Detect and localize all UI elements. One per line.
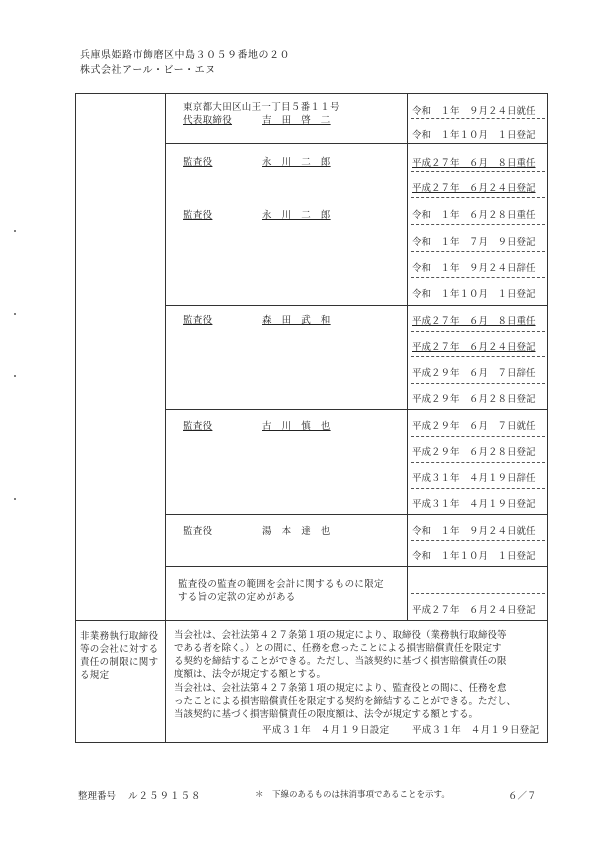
officer-name: 永 川 二 郎 xyxy=(262,210,331,221)
audit-scope-text: する旨の定款の定めがある xyxy=(178,592,296,603)
scan-mark xyxy=(14,313,16,315)
column-divider-left xyxy=(165,93,166,743)
date-dash xyxy=(411,356,545,357)
section-separator xyxy=(165,566,548,567)
officer-name: 永 川 二 郎 xyxy=(262,157,331,168)
date-dash xyxy=(411,383,545,384)
date-dash xyxy=(411,197,545,198)
audit-scope-text: 監査役の監査の範囲を会計に関するものに限定 xyxy=(178,579,384,590)
officer-name: 古 川 慎 也 xyxy=(262,421,331,432)
officer-role: 代表取締役 xyxy=(183,115,233,126)
date-dash xyxy=(411,436,545,437)
date-dash xyxy=(411,251,545,252)
officer-name: 森 田 武 和 xyxy=(262,315,331,326)
officer-role: 監査役 xyxy=(183,526,213,537)
officer-date: 平成３１年 ４月１９日登記 xyxy=(412,499,536,510)
officer-date: 令和 １年 ６月２８日重任 xyxy=(412,210,536,221)
liability-reg-date: 平成３１年 ４月１９日登記 xyxy=(412,725,540,736)
officer-role: 監査役 xyxy=(183,315,213,326)
liability-label: 非業務執行取締役 等の会社に対する 責任の制限に関す る規定 xyxy=(80,631,159,681)
date-dash xyxy=(411,593,545,594)
section-separator xyxy=(165,514,548,515)
liability-paragraph-2: 当会社は、会社法第４２７条第１項の規定により、監査役との間に、任務を怠 ったことによる損害賠償責任を限定する契約を締結することができる。ただし、 当該契約に基づく損害賠償責任の限度額は、法令が規定する額とする。 xyxy=(174,683,517,720)
officer-date: 令和 １年 ９月２４日就任 xyxy=(412,106,536,117)
date-dash xyxy=(411,540,545,541)
officer-date: 平成２９年 ６月 ７日就任 xyxy=(412,421,536,432)
officer-date: 令和 １年 ９月２４日辞任 xyxy=(412,263,536,274)
date-dash xyxy=(411,462,545,463)
liability-set-date: 平成３１年 ４月１９日設定 xyxy=(262,725,390,736)
audit-scope-date: 平成２７年 ６月２４日登記 xyxy=(412,605,536,616)
section-separator xyxy=(165,143,548,144)
officer-date: 平成２７年 ６月２４日登記 xyxy=(412,342,536,353)
officer-role: 監査役 xyxy=(183,210,213,221)
officer-date: 平成２７年 ６月２４日登記 xyxy=(412,183,536,194)
liability-paragraph-1: 当会社は、会社法第４２７条第１項の規定により、取締役（業務執行取締役等 である者を除く。）との間に、任務を怠ったことによる損害賠償責任を限定す る契約を締結することができる。ただし、当該契約に基づく損害賠償責任の限 度額は、法令が規定する額とする。 xyxy=(174,630,507,680)
column-divider-right xyxy=(407,93,408,620)
officer-address: 東京都大田区山王一丁目５番１１号 xyxy=(183,102,340,113)
officer-role: 監査役 xyxy=(183,157,213,168)
officer-date: 令和 １年 ９月２４日就任 xyxy=(412,526,536,537)
officer-date: 令和 １年 ７月 ９日登記 xyxy=(412,237,536,248)
officer-date: 平成２９年 ６月２８日登記 xyxy=(412,447,536,458)
scan-mark xyxy=(14,498,16,500)
date-dash xyxy=(411,224,545,225)
date-dash xyxy=(411,331,545,332)
officer-date: 平成２７年 ６月 ８日重任 xyxy=(412,316,536,327)
scan-mark xyxy=(14,375,16,377)
officer-date: 平成２９年 ６月 ７日辞任 xyxy=(412,368,536,379)
officer-date: 令和 １年１０月 １日登記 xyxy=(412,551,536,562)
page-number: ６／７ xyxy=(508,791,537,802)
officer-date: 平成２９年 ６月２８日登記 xyxy=(412,394,536,405)
section-separator xyxy=(165,409,548,410)
scan-mark xyxy=(14,230,16,232)
date-dash xyxy=(411,488,545,489)
company-name: 株式会社アール・ビー・エヌ xyxy=(80,65,216,76)
ref-number: ル２５９１５８ xyxy=(128,791,202,802)
officer-name: 湯 本 達 也 xyxy=(262,526,331,537)
officer-date: 平成３１年 ４月１９日辞任 xyxy=(412,473,536,484)
date-dash xyxy=(411,118,545,119)
date-dash xyxy=(411,277,545,278)
date-dash xyxy=(411,171,545,172)
officer-date: 令和 １年１０月 １日登記 xyxy=(412,289,536,300)
ref-label: 整理番号 xyxy=(78,791,117,802)
officer-role: 監査役 xyxy=(183,421,213,432)
officer-date: 平成２７年 ６月 ８日重任 xyxy=(412,158,536,169)
section-separator xyxy=(165,305,548,306)
company-address: 兵庫県姫路市飾磨区中島３０５９番地の２０ xyxy=(80,50,290,61)
officer-date: 令和 １年１０月 １日登記 xyxy=(412,130,536,141)
section-separator xyxy=(75,620,548,621)
footer-note: ＊ 下線のあるものは抹消事項であることを示す。 xyxy=(255,790,450,800)
officer-name: 吉 田 啓 二 xyxy=(262,115,331,126)
